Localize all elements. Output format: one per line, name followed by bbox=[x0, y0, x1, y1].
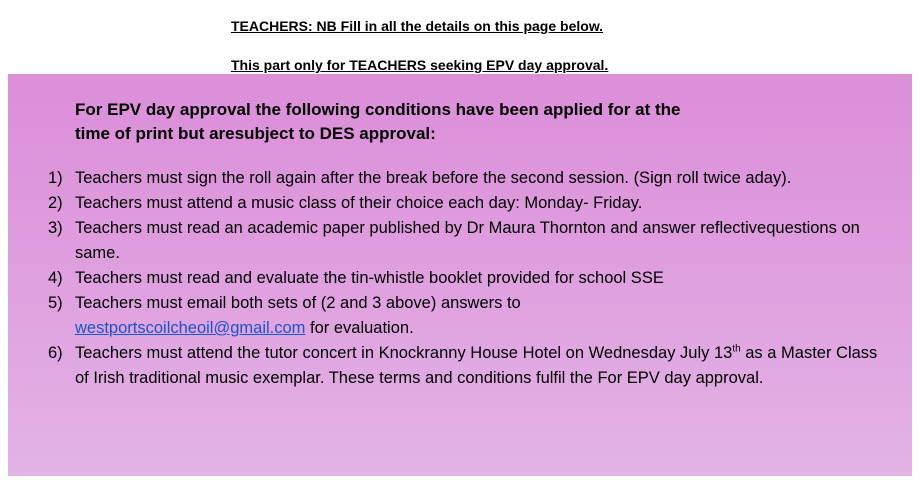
condition-item bbox=[48, 216, 888, 266]
condition-item bbox=[48, 291, 888, 341]
epv-conditions-panel bbox=[8, 74, 912, 476]
intro-text bbox=[75, 98, 795, 146]
header-subtitle: This part only for TEACHERS seeking EPV day approval. bbox=[231, 57, 609, 73]
condition-number: 4) bbox=[48, 269, 63, 287]
condition-number: 6) bbox=[48, 344, 63, 362]
condition-text-after: as a Master Class of Irish traditional music exemplar. These terms and conditions fulfil the For EPV day approval. bbox=[75, 344, 878, 387]
condition-text-after: for evaluation. bbox=[310, 319, 414, 337]
condition-text: Teachers must read and evaluate the tin-whistle booklet provided for school SSE bbox=[75, 269, 664, 287]
condition-number: 1) bbox=[48, 169, 63, 187]
condition-item bbox=[48, 166, 888, 191]
condition-text-before: Teachers must email both sets of (2 and 3 above) answers to bbox=[75, 294, 521, 312]
condition-number: 5) bbox=[48, 294, 63, 312]
condition-text: Teachers must attend a music class of their choice each day: Monday- Friday. bbox=[75, 194, 643, 212]
conditions-list bbox=[48, 166, 888, 391]
condition-item bbox=[48, 266, 888, 291]
condition-text-before: Teachers must attend the tutor concert in Knockranny House Hotel on Wednesday July 13 bbox=[75, 344, 733, 362]
ordinal-superscript: th bbox=[732, 343, 741, 355]
intro-line-2: time of print but aresubject to DES approval: bbox=[75, 124, 436, 143]
condition-text: Teachers must read an academic paper published by Dr Maura Thornton and answer reflectivequestions on same. bbox=[75, 219, 860, 262]
condition-number: 3) bbox=[48, 219, 63, 237]
intro-line-1: For EPV day approval the following conditions have been applied for at the bbox=[75, 100, 681, 119]
condition-item bbox=[48, 341, 888, 391]
condition-item bbox=[48, 191, 888, 216]
email-link[interactable]: westportscoilcheoil@gmail.com bbox=[75, 319, 306, 337]
header-instruction: TEACHERS: NB Fill in all the details on this page below. bbox=[231, 18, 604, 34]
condition-number: 2) bbox=[48, 194, 63, 212]
condition-text: Teachers must sign the roll again after the break before the second session. (Sign roll twice aday). bbox=[75, 169, 792, 187]
